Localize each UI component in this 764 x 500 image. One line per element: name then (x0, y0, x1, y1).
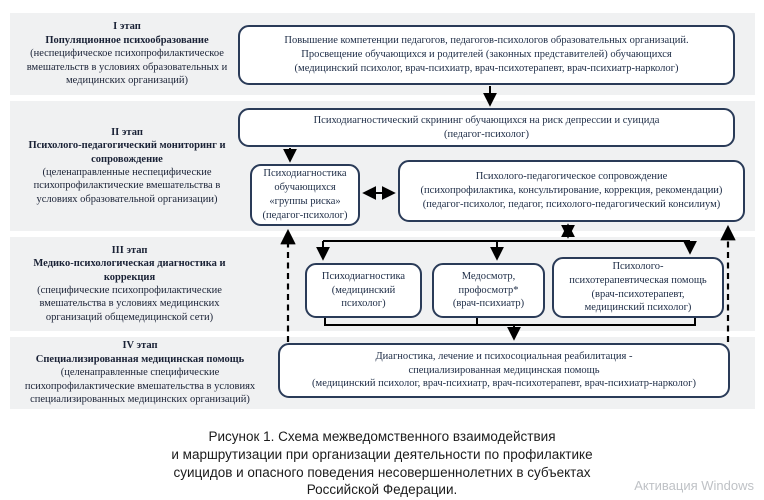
box-text-line: (медицинский (331, 284, 396, 296)
stage-1-title: Популяционное психообразование (45, 34, 209, 46)
box-text-line: Психодиагностика (321, 270, 406, 282)
stage-label-3 (12, 237, 247, 331)
stage-label-4 (10, 337, 270, 409)
box-text-line: Психодиагностический скрининг обучающихся на риск депрессии и суицида (313, 114, 660, 126)
box-text-line: Просвещение обучающихся и родителей (законных представителей) обучающихся (301, 49, 672, 61)
stage-3-number: III этап (111, 244, 148, 256)
windows-activation-watermark: Активация Windows (634, 478, 754, 493)
box-text-line: (педагог-психолог) (444, 128, 529, 140)
box-text-line: «группы риска» (269, 196, 341, 207)
box-text-line: (психопрофилактика, консультирование, коррекция, рекомендации) (420, 185, 723, 197)
box-text-line: психотерапевтическая помощь (569, 274, 707, 286)
box-specialized-treatment (278, 343, 730, 398)
box-text-line: Медосмотр, (461, 270, 516, 282)
stage-4-note: (целенаправленные специфические психопрофилактические вмешательства в условиях специализированных медицинских организаций) (24, 367, 256, 406)
stage-label-1 (12, 13, 242, 95)
stage-2-number: II этап (111, 126, 143, 138)
stage-4-number: IV этап (122, 340, 158, 352)
box-medical-psychodiagnostics (305, 263, 422, 318)
box-text-line: Диагностика, лечение и психосоциальная реабилитация - (375, 350, 633, 362)
box-psych-pedagogical-support (398, 160, 745, 222)
box-text-line: специализированная медицинская помощь (408, 364, 600, 376)
box-text-line: Повышение компетенции педагогов, педагогов-психологов образовательных организаций. (284, 35, 689, 47)
box-risk-group-diagnostics (250, 164, 360, 226)
box-text-line: (медицинский психолог, врач-психиатр, врач-психотерапевт, врач-психиатр-нарколог) (312, 378, 696, 390)
stage-label-2 (12, 101, 242, 231)
caption-line-3: суицидов и опасного поведения несовершеннолетних в субъектах (173, 464, 591, 480)
stage-1-number: I этап (113, 21, 141, 33)
stage-1-note: (неспецифическое психопрофилактическое вмешательств в условиях образовательных и медицинских организаций) (26, 48, 228, 87)
stage-3-note: (специфические психопрофилактические вмешательства в условиях медицинских организаций общемедицинской сети) (37, 285, 222, 323)
stage-4-title: Специализированная медицинская помощь (35, 353, 245, 365)
box-text-line: медицинский психолог) (584, 302, 692, 314)
stage-2-note: (целенаправленные неспецифические психопрофилактические вмешательства в условиях образовательной организации) (33, 167, 221, 205)
box-text-line: Психолого- (612, 260, 664, 272)
caption-line-4: Российской Федерации. (306, 482, 458, 498)
box-text-line: (педагог-психолог, педагог, психолого-педагогический консилиум) (422, 198, 721, 210)
box-text-line: психолог) (341, 298, 386, 310)
box-medical-examination (432, 263, 545, 318)
box-text-line: Психодиагностика (263, 168, 347, 180)
stage-2-title: Психолого-педагогический мониторинг и сопровождение (28, 140, 226, 165)
box-text-line: (педагог-психолог) (262, 209, 348, 221)
caption-line-1: Рисунок 1. Схема межведомственного взаимодействия (208, 429, 556, 444)
box-screening (238, 108, 735, 147)
caption-line-2: и маршрутизации при организации деятельности по профилактике (171, 446, 593, 462)
box-text-line: (врач-психиатр) (452, 298, 525, 310)
box-text-line: Психолого-педагогическое сопровождение (475, 171, 668, 183)
box-text-line: (врач-психотерапевт, (591, 288, 685, 300)
box-text-line: обучающихся (274, 182, 336, 194)
box-teacher-competence (238, 25, 735, 85)
box-psychotherapeutic-help (552, 257, 724, 318)
stage-3-title: Медико-психологическая диагностика и коррекция (33, 258, 226, 283)
box-text-line: (медицинский психолог, врач-психиатр, врач-психотерапевт, врач-психиатр-нарколог) (294, 62, 679, 74)
box-text-line: профосмотр* (458, 284, 519, 296)
